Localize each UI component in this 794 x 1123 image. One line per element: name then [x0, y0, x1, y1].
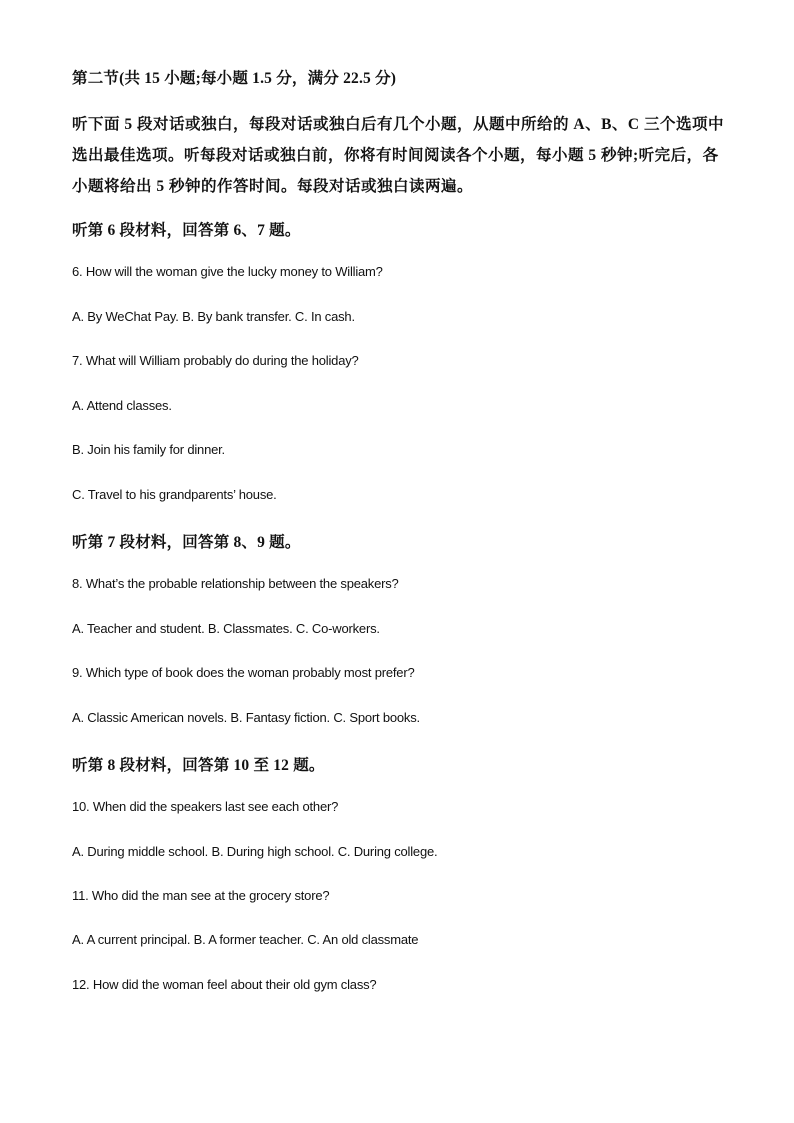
- question-7: 7. What will William probably do during the holiday?: [72, 353, 359, 368]
- instructions-line-3: 小题将给出 5 秒钟的作答时间。每段对话或独白读两遍。: [72, 178, 474, 195]
- question-9: 9. Which type of book does the woman probably most prefer?: [72, 665, 415, 680]
- group-heading-8: 听第 8 段材料，回答第 10 至 12 题。: [72, 757, 325, 774]
- instructions-line-1: 听下面 5 段对话或独白，每段对话或独白后有几个小题，从题中所给的 A、B、C 三个选项中: [72, 116, 724, 133]
- question-12: 12. How did the woman feel about their old gym class?: [72, 977, 377, 992]
- options-8: A. Teacher and student. B. Classmates. C. Co-workers.: [72, 621, 380, 636]
- option-7c: C. Travel to his grandparents’ house.: [72, 487, 277, 502]
- option-7a: A. Attend classes.: [72, 398, 172, 413]
- group-heading-6: 听第 6 段材料，回答第 6、7 题。: [72, 222, 301, 239]
- instructions-line-2: 选出最佳选项。听每段对话或独白前，你将有时间阅读各个小题，每小题 5 秒钟;听完后，各: [72, 147, 719, 164]
- question-11: 11. Who did the man see at the grocery store?: [72, 888, 330, 903]
- option-7b: B. Join his family for dinner.: [72, 442, 225, 457]
- options-10: A. During middle school. B. During high school. C. During college.: [72, 844, 438, 859]
- options-6: A. By WeChat Pay. B. By bank transfer. C. In cash.: [72, 309, 355, 324]
- question-10: 10. When did the speakers last see each other?: [72, 799, 339, 814]
- options-11: A. A current principal. B. A former teacher. C. An old classmate: [72, 932, 419, 947]
- question-8: 8. What’s the probable relationship between the speakers?: [72, 576, 399, 591]
- group-heading-7: 听第 7 段材料，回答第 8、9 题。: [72, 534, 301, 551]
- section-title: 第二节(共 15 小题;每小题 1.5 分，满分 22.5 分): [72, 70, 397, 87]
- options-9: A. Classic American novels. B. Fantasy fiction. C. Sport books.: [72, 710, 420, 725]
- question-6: 6. How will the woman give the lucky money to William?: [72, 264, 383, 279]
